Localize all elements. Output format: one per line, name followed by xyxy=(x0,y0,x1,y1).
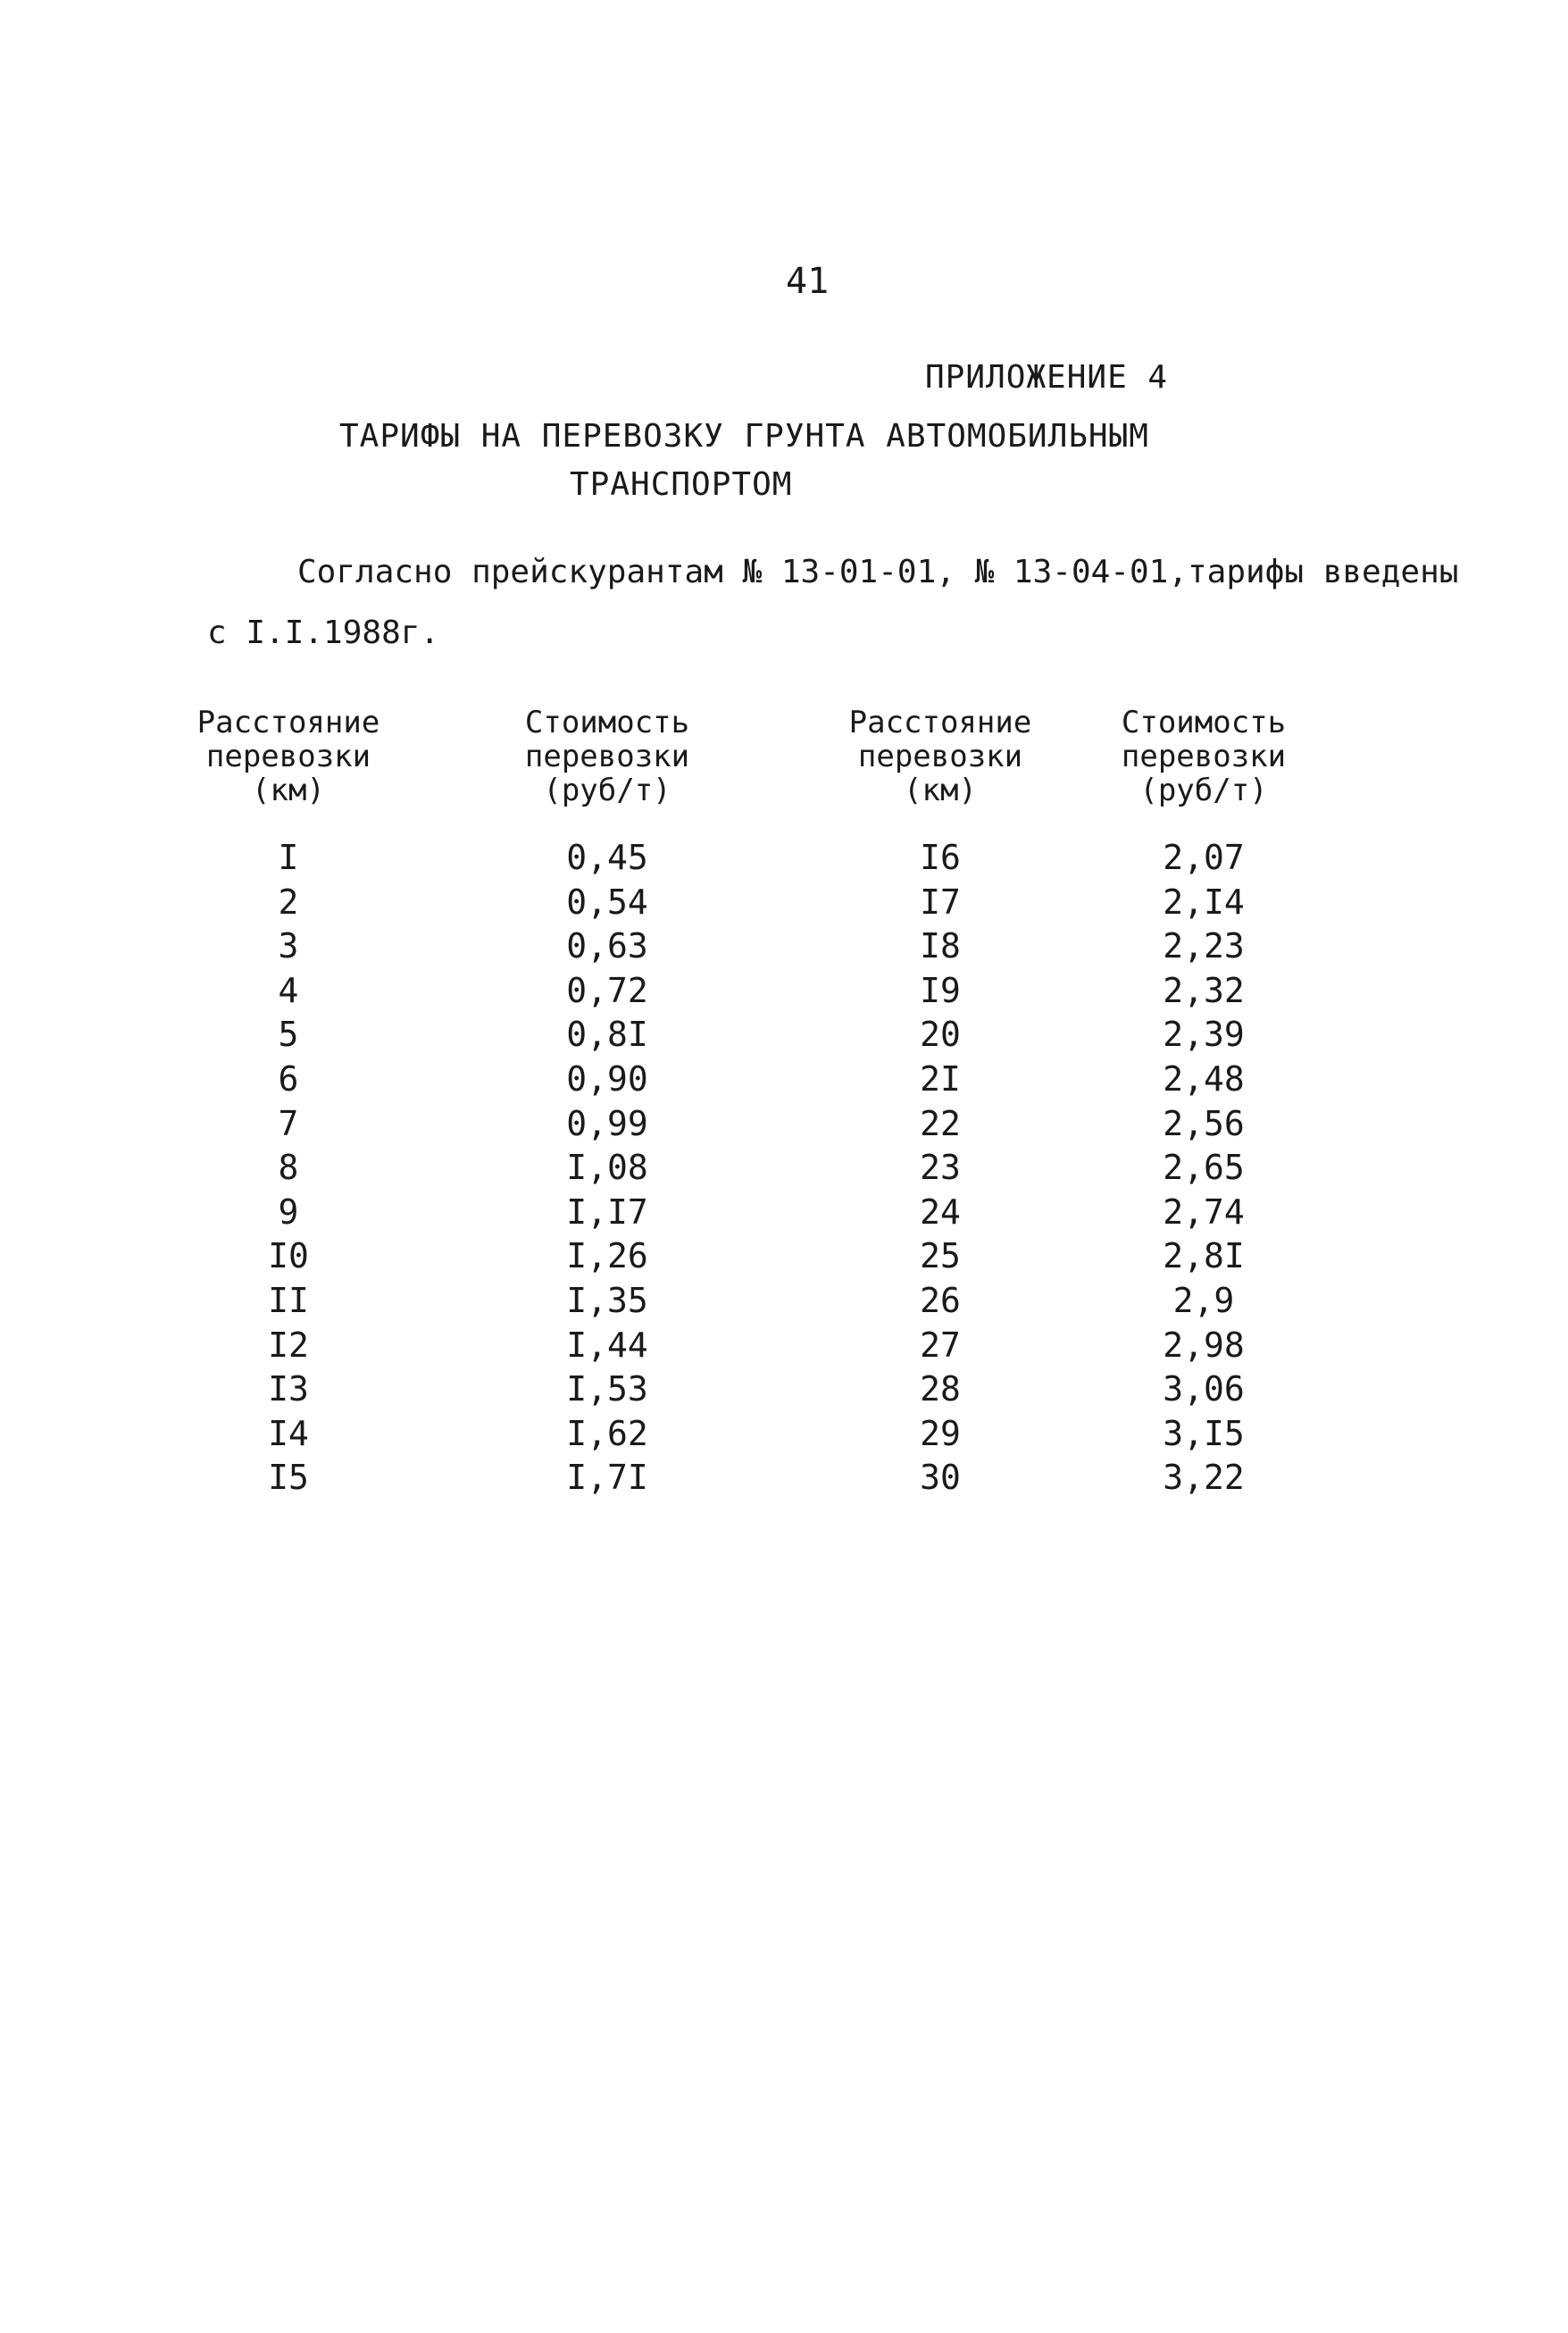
table-cell-cost-left: 0,72 xyxy=(566,970,648,1010)
table-cell-distance-km-right: I9 xyxy=(920,970,961,1010)
table-cell-distance-km-left: 8 xyxy=(278,1148,299,1188)
column-header-line2: перевозки xyxy=(1121,739,1287,774)
table-cell-cost-left: 0,99 xyxy=(566,1103,648,1143)
document-title-line-1: ТАРИФЫ НА ПЕРЕВОЗКУ ГРУНТА АВТОМОБИЛЬНЫМ xyxy=(339,418,1149,455)
table-cell-cost-left: 0,54 xyxy=(566,882,648,922)
table-cell-cost-right: 2,32 xyxy=(1163,970,1245,1010)
table-cell-cost-right: 2,8I xyxy=(1163,1236,1245,1276)
column-header-line1: Расстояние xyxy=(196,705,380,740)
intro-text-line-2: с I.I.1988г. xyxy=(207,615,440,651)
table-cell-distance-km-right: 26 xyxy=(920,1281,961,1320)
table-cell-distance-km-left: I0 xyxy=(268,1236,309,1276)
table-cell-cost-left: I,53 xyxy=(566,1369,648,1409)
table-cell-cost-left: I,26 xyxy=(566,1236,648,1276)
table-cell-distance-km-right: 27 xyxy=(920,1325,961,1365)
table-cell-cost-left: I,44 xyxy=(566,1325,648,1365)
table-cell-distance-km-left: 7 xyxy=(278,1103,299,1143)
column-header-cost-left xyxy=(464,706,750,807)
table-cell-cost-left: 0,8I xyxy=(566,1015,648,1055)
column-header-distance-km-right xyxy=(797,706,1083,807)
table-cell-distance-km-right: I6 xyxy=(920,838,961,877)
table-cell-distance-km-left: 2 xyxy=(278,882,299,922)
table-cell-cost-left: 0,45 xyxy=(566,838,648,877)
table-cell-distance-km-right: 22 xyxy=(920,1103,961,1143)
table-cell-distance-km-left: I xyxy=(278,838,299,877)
table-cell-distance-km-right: I8 xyxy=(920,926,961,966)
column-header-line1: Расстояние xyxy=(848,705,1032,740)
table-cell-cost-right: 3,I5 xyxy=(1163,1413,1245,1453)
appendix-label: ПРИЛОЖЕНИЕ 4 xyxy=(925,359,1169,396)
column-header-line2: перевозки xyxy=(857,739,1023,774)
table-cell-cost-left: I,35 xyxy=(566,1281,648,1320)
table-cell-distance-km-left: I3 xyxy=(268,1369,309,1409)
table-cell-cost-right: 2,07 xyxy=(1163,838,1245,877)
table-cell-cost-right: 2,56 xyxy=(1163,1103,1245,1143)
table-cell-cost-right: 2,74 xyxy=(1163,1192,1245,1232)
document-title-line-2: ТРАНСПОРТОМ xyxy=(570,466,793,503)
table-cell-cost-right: 2,48 xyxy=(1163,1059,1245,1099)
table-cell-distance-km-left: I4 xyxy=(268,1413,309,1453)
table-cell-distance-km-right: 20 xyxy=(920,1015,961,1055)
table-cell-distance-km-left: I5 xyxy=(268,1458,309,1498)
table-cell-distance-km-right: 28 xyxy=(920,1369,961,1409)
table-cell-distance-km-right: 24 xyxy=(920,1192,961,1232)
table-cell-cost-right: 2,98 xyxy=(1163,1325,1245,1365)
table-cell-distance-km-right: 30 xyxy=(920,1458,961,1498)
table-cell-distance-km-right: 29 xyxy=(920,1413,961,1453)
table-cell-cost-right: 3,22 xyxy=(1163,1458,1245,1498)
column-header-line2: перевозки xyxy=(205,739,371,774)
table-cell-cost-right: 2,I4 xyxy=(1163,882,1245,922)
table-cell-distance-km-right: 25 xyxy=(920,1236,961,1276)
page-number: 41 xyxy=(786,261,830,302)
column-header-line3: (км) xyxy=(904,773,977,808)
table-cell-distance-km-left: 3 xyxy=(278,926,299,966)
table-cell-distance-km-right: 23 xyxy=(920,1148,961,1188)
column-header-line3: (км) xyxy=(252,773,325,808)
table-cell-cost-left: I,62 xyxy=(566,1413,648,1453)
table-cell-distance-km-left: 5 xyxy=(278,1015,299,1055)
table-cell-cost-left: 0,63 xyxy=(566,926,648,966)
table-cell-cost-right: 3,06 xyxy=(1163,1369,1245,1409)
table-cell-distance-km-right: 2I xyxy=(920,1059,961,1099)
intro-text-line-1: Согласно прейскурантам № 13-01-01, № 13-04-01,тарифы введены xyxy=(297,554,1459,590)
table-cell-distance-km-left: 9 xyxy=(278,1192,299,1232)
table-cell-cost-right: 2,9 xyxy=(1172,1281,1235,1320)
table-cell-distance-km-left: I2 xyxy=(268,1325,309,1365)
column-header-distance-km-left xyxy=(146,706,431,807)
table-cell-cost-left: I,7I xyxy=(566,1458,648,1498)
table-cell-cost-left: I,I7 xyxy=(566,1192,648,1232)
table-cell-distance-km-left: 4 xyxy=(278,970,299,1010)
column-header-cost-right xyxy=(1061,706,1347,807)
table-cell-distance-km-left: II xyxy=(268,1281,309,1320)
column-header-line1: Стоимость xyxy=(524,705,690,740)
column-header-line3: (руб/т) xyxy=(1139,773,1268,808)
column-header-line3: (руб/т) xyxy=(543,773,671,808)
table-cell-cost-left: I,08 xyxy=(566,1148,648,1188)
table-cell-cost-right: 2,39 xyxy=(1163,1015,1245,1055)
table-cell-cost-left: 0,90 xyxy=(566,1059,648,1099)
table-cell-distance-km-right: I7 xyxy=(920,882,961,922)
column-header-line1: Стоимость xyxy=(1121,705,1287,740)
table-cell-distance-km-left: 6 xyxy=(278,1059,299,1099)
column-header-line2: перевозки xyxy=(524,739,690,774)
table-cell-cost-right: 2,23 xyxy=(1163,926,1245,966)
table-cell-cost-right: 2,65 xyxy=(1163,1148,1245,1188)
